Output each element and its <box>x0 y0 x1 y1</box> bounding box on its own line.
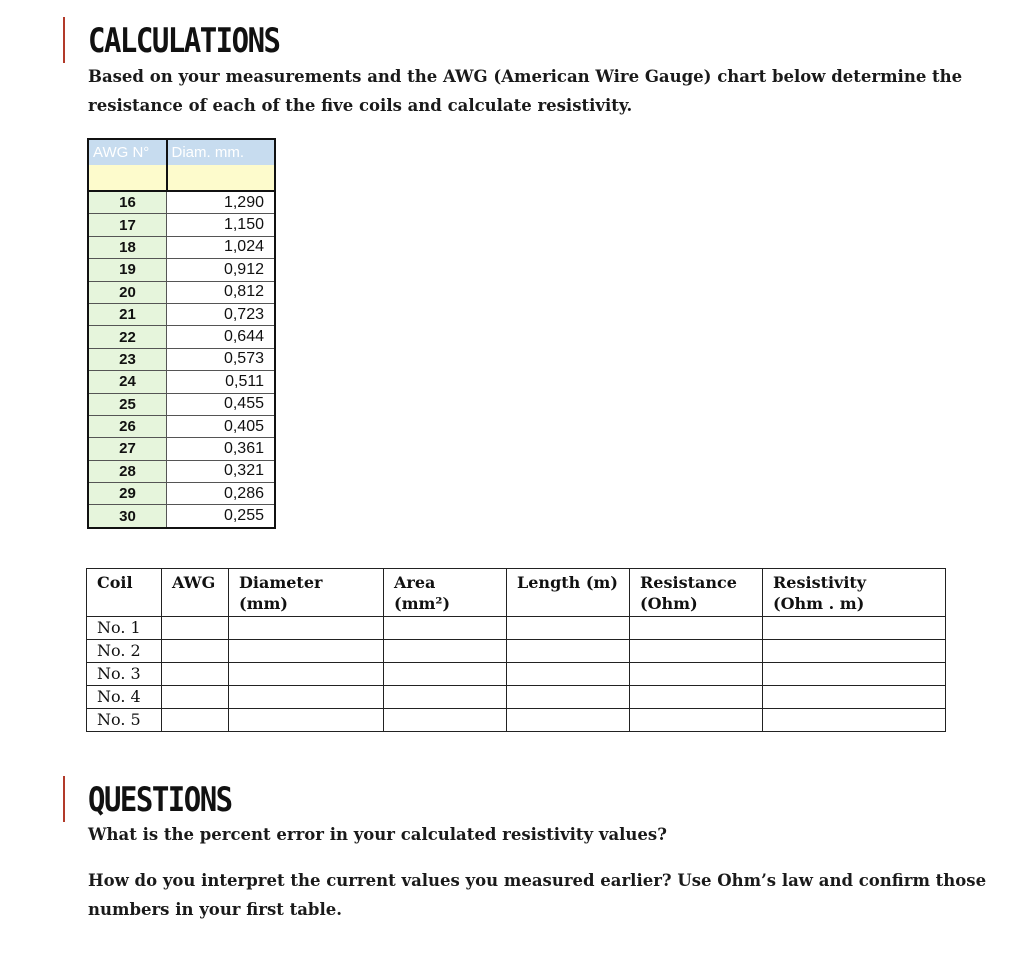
coil-entry-cell[interactable] <box>763 686 946 709</box>
coil-entry-cell[interactable] <box>507 709 630 732</box>
coil-entry-cell[interactable] <box>229 709 384 732</box>
coil-entry-cell[interactable] <box>630 617 763 640</box>
awg-row <box>88 393 275 415</box>
awg-diameter-cell: 0,255 <box>167 505 276 528</box>
coil-label-cell: No. 1 <box>87 617 162 640</box>
coil-row <box>87 686 946 709</box>
coil-entry-cell[interactable] <box>229 640 384 663</box>
diam-header: Diam. mm. <box>167 139 276 165</box>
header-fill-cell <box>167 165 276 191</box>
col-resistivity-l2: (Ohm . m) <box>773 594 865 613</box>
awg-diameter-cell: 1,290 <box>167 191 276 214</box>
coil-entry-cell[interactable] <box>763 709 946 732</box>
awg-header: AWG N° <box>88 139 167 165</box>
coil-label-cell: No. 2 <box>87 640 162 663</box>
coil-entry-cell[interactable] <box>507 686 630 709</box>
coil-entry-cell[interactable] <box>229 663 384 686</box>
awg-row <box>88 460 275 482</box>
awg-row <box>88 415 275 437</box>
coil-entry-cell[interactable] <box>384 663 507 686</box>
awg-gauge-cell: 18 <box>88 236 167 258</box>
coil-entry-cell[interactable] <box>630 640 763 663</box>
coil-entry-cell[interactable] <box>162 709 229 732</box>
question-2-line-1: How do you interpret the current values you measured earlier? Use Ohm’s law and confirm those <box>88 871 987 890</box>
coil-entry-cell[interactable] <box>507 663 630 686</box>
header-fill-cell <box>88 165 167 191</box>
coil-entry-cell[interactable] <box>507 640 630 663</box>
awg-diameter-cell: 0,321 <box>167 460 276 482</box>
coil-entry-cell[interactable] <box>763 640 946 663</box>
coil-entry-cell[interactable] <box>384 640 507 663</box>
awg-diameter-cell: 0,723 <box>167 303 276 325</box>
awg-diameter-cell: 0,812 <box>167 281 276 303</box>
col-diameter: Diameter (mm) <box>229 569 384 617</box>
awg-row <box>88 259 275 281</box>
questions-heading: QUESTIONS <box>88 779 232 820</box>
col-awg: AWG <box>162 569 229 617</box>
coil-data-table <box>86 568 946 732</box>
awg-diameter-cell: 0,405 <box>167 415 276 437</box>
awg-row <box>88 348 275 370</box>
col-area: Area (mm²) <box>384 569 507 617</box>
awg-gauge-cell: 21 <box>88 303 167 325</box>
awg-row <box>88 438 275 460</box>
coil-entry-cell[interactable] <box>229 686 384 709</box>
awg-row <box>88 483 275 505</box>
awg-gauge-cell: 29 <box>88 483 167 505</box>
awg-gauge-cell: 20 <box>88 281 167 303</box>
coil-row <box>87 709 946 732</box>
coil-label-cell: No. 3 <box>87 663 162 686</box>
coil-entry-cell[interactable] <box>763 663 946 686</box>
coil-entry-cell[interactable] <box>630 686 763 709</box>
col-resistance <box>630 569 763 617</box>
coil-entry-cell[interactable] <box>384 686 507 709</box>
section-accent-bar <box>63 776 65 822</box>
question-1: What is the percent error in your calculated resistivity values? <box>88 825 667 844</box>
coil-entry-cell[interactable] <box>384 709 507 732</box>
coil-row <box>87 617 946 640</box>
col-coil: Coil <box>87 569 162 617</box>
section-accent-bar <box>63 17 65 63</box>
coil-entry-cell[interactable] <box>763 617 946 640</box>
intro-line-1: Based on your measurements and the AWG (American Wire Gauge) chart below determine the <box>88 67 963 86</box>
calculations-intro <box>88 62 962 120</box>
awg-diameter-cell: 0,361 <box>167 438 276 460</box>
col-resistance-l1: Resistance <box>640 573 737 592</box>
awg-gauge-cell: 27 <box>88 438 167 460</box>
col-resistivity <box>763 569 946 617</box>
coil-label-cell: No. 5 <box>87 709 162 732</box>
intro-line-2: resistance of each of the five coils and calculate resistivity. <box>88 96 633 115</box>
awg-row <box>88 326 275 348</box>
awg-diameter-cell: 1,150 <box>167 214 276 236</box>
coil-entry-cell[interactable] <box>384 617 507 640</box>
coil-entry-cell[interactable] <box>162 663 229 686</box>
awg-gauge-cell: 25 <box>88 393 167 415</box>
awg-gauge-cell: 24 <box>88 371 167 393</box>
awg-row <box>88 236 275 258</box>
coil-row <box>87 640 946 663</box>
awg-gauge-cell: 23 <box>88 348 167 370</box>
awg-chart-table <box>87 138 276 529</box>
awg-row <box>88 303 275 325</box>
coil-entry-cell[interactable] <box>229 617 384 640</box>
coil-label-cell: No. 4 <box>87 686 162 709</box>
awg-diameter-cell: 1,024 <box>167 236 276 258</box>
coil-entry-cell[interactable] <box>162 686 229 709</box>
coil-entry-cell[interactable] <box>162 617 229 640</box>
awg-gauge-cell: 19 <box>88 259 167 281</box>
awg-diameter-cell: 0,511 <box>167 371 276 393</box>
calculations-heading: CALCULATIONS <box>88 20 280 61</box>
question-2 <box>88 866 986 924</box>
col-resistance-l2: (Ohm) <box>640 594 698 613</box>
coil-entry-cell[interactable] <box>162 640 229 663</box>
awg-diameter-cell: 0,644 <box>167 326 276 348</box>
awg-diameter-cell: 0,573 <box>167 348 276 370</box>
coil-entry-cell[interactable] <box>507 617 630 640</box>
awg-gauge-cell: 17 <box>88 214 167 236</box>
awg-gauge-cell: 28 <box>88 460 167 482</box>
coil-entry-cell[interactable] <box>630 709 763 732</box>
awg-row <box>88 281 275 303</box>
question-2-line-2: numbers in your first table. <box>88 900 342 919</box>
col-length: Length (m) <box>507 569 630 617</box>
awg-row <box>88 214 275 236</box>
col-resistivity-l1: Resistivity <box>773 573 867 592</box>
awg-diameter-cell: 0,912 <box>167 259 276 281</box>
awg-gauge-cell: 30 <box>88 505 167 528</box>
awg-row <box>88 191 275 214</box>
awg-gauge-cell: 16 <box>88 191 167 214</box>
awg-diameter-cell: 0,455 <box>167 393 276 415</box>
awg-diameter-cell: 0,286 <box>167 483 276 505</box>
coil-entry-cell[interactable] <box>630 663 763 686</box>
awg-row <box>88 371 275 393</box>
awg-row <box>88 505 275 528</box>
coil-row <box>87 663 946 686</box>
awg-gauge-cell: 26 <box>88 415 167 437</box>
awg-gauge-cell: 22 <box>88 326 167 348</box>
